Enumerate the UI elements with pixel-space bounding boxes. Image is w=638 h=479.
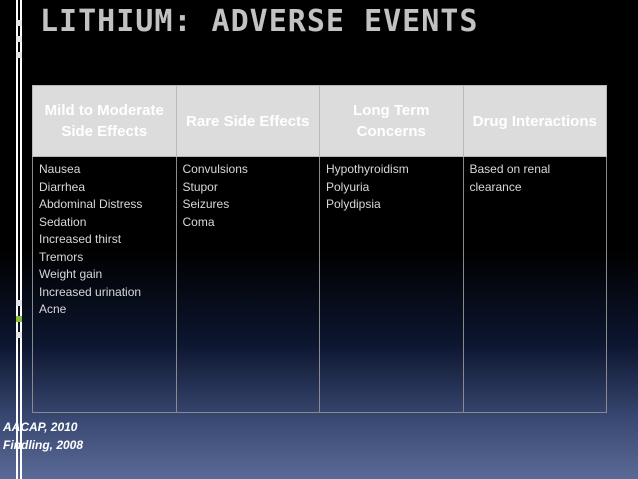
header-rare-side-effects: Rare Side Effects — [176, 86, 320, 157]
list-item: Acne — [39, 302, 67, 316]
side-bar-line — [20, 0, 22, 479]
side-square-icon — [16, 332, 22, 338]
side-square-icon — [16, 20, 22, 26]
side-accent-square-icon — [16, 316, 22, 322]
reference-line: AACAP, 2010 — [3, 420, 78, 434]
list-item: Diarrhea — [39, 179, 86, 194]
table-row — [33, 157, 607, 413]
list-item: Tremors — [39, 249, 84, 264]
adverse-events-table — [32, 85, 607, 413]
cell-mild-to-moderate — [33, 157, 177, 413]
slide-title: LITHIUM: ADVERSE EVENTS — [40, 4, 479, 39]
list-item: Abdominal Distress — [39, 197, 143, 211]
side-bar-line — [16, 0, 18, 479]
decorative-side-bars — [16, 0, 28, 479]
list-item: Based on renal — [469, 162, 551, 176]
cell-drug-interactions — [463, 157, 607, 413]
list-item: Polyuria — [326, 179, 370, 194]
list-item: Convulsions — [182, 162, 248, 176]
side-square-icon — [16, 36, 22, 42]
header-long-term-concerns: Long Term Concerns — [320, 86, 464, 157]
list-item: Nausea — [39, 162, 81, 176]
list-item: clearance — [469, 179, 522, 194]
list-item: Weight gain — [39, 267, 103, 281]
list-item: Hypothyroidism — [326, 162, 409, 176]
table-header-row — [33, 86, 607, 157]
list-item: Coma — [182, 214, 215, 229]
list-item: Increased urination — [39, 284, 142, 299]
side-square-icon — [16, 300, 22, 306]
list-item: Stupor — [182, 179, 218, 194]
cell-rare-side-effects — [176, 157, 320, 413]
header-mild-to-moderate: Mild to Moderate Side Effects — [33, 86, 177, 157]
list-item: Increased thirst — [39, 232, 122, 246]
list-item: Seizures — [182, 197, 230, 211]
references — [3, 418, 83, 454]
side-square-icon — [16, 52, 22, 58]
cell-long-term-concerns — [320, 157, 464, 413]
header-drug-interactions: Drug Interactions — [463, 86, 607, 157]
list-item: Polydipsia — [326, 197, 381, 211]
list-item: Sedation — [39, 214, 87, 229]
reference-line: Findling, 2008 — [3, 438, 84, 452]
